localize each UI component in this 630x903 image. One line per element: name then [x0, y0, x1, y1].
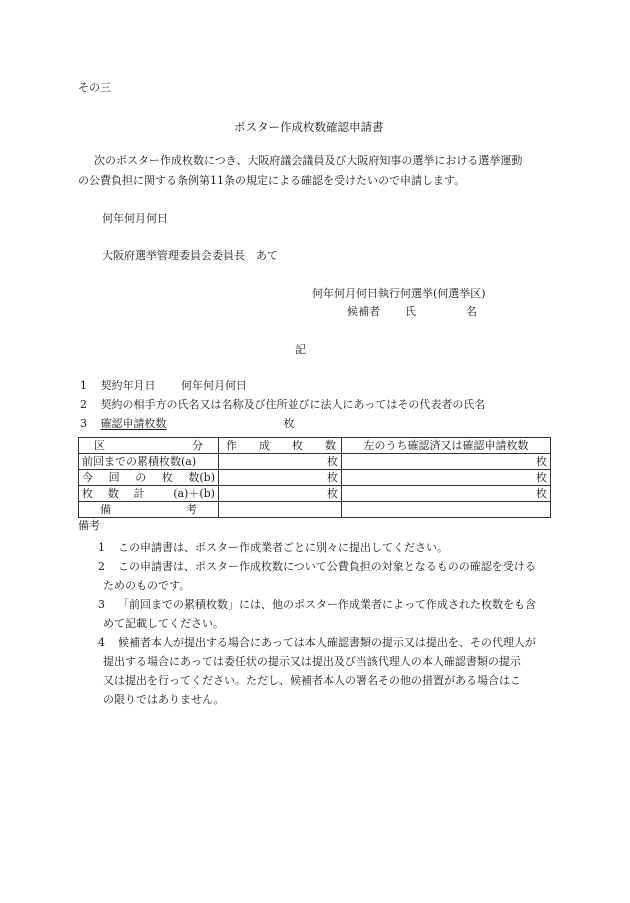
remark-note-1: 1 この申請書は、ポスター作成業者ごとに別々に提出してください。 — [98, 541, 448, 554]
unit-label: 枚 — [283, 417, 295, 430]
row-label-previous: 前回までの累積枚数(a) — [79, 454, 219, 470]
remarks-heading: 備考 — [78, 519, 100, 532]
cell-remarks-produced[interactable] — [219, 502, 342, 518]
table-row — [79, 454, 551, 470]
election-name: 何年何月何日執行何選挙(何選挙区) — [312, 287, 486, 300]
document-title: ポスター作成枚数確認申請書 — [234, 120, 384, 134]
intro-line-1: 次のポスター作成枚数につき、大阪府議会議員及び大阪府知事の選挙における選挙運動 — [94, 154, 523, 167]
candidate-name-char-1: 氏 — [405, 305, 416, 318]
item-num: 3 — [80, 417, 87, 430]
cell-confirmed-total[interactable]: 枚 — [342, 486, 551, 502]
item-num: 2 — [80, 398, 87, 411]
table-row — [79, 486, 551, 502]
cell-confirmed-current[interactable]: 枚 — [342, 470, 551, 486]
table-row — [79, 470, 551, 486]
remark-note-3: 3 「前回までの累積枚数」には、他のポスター作成業者によって作成された枚数をも含 めて記載してください。 — [98, 598, 536, 630]
application-date: 何年何月何日 — [102, 212, 168, 225]
cell-produced-total[interactable]: 枚 — [219, 486, 342, 502]
header-category: 区 分 — [79, 438, 219, 454]
row-label-remarks: 備 考 — [79, 502, 219, 518]
confirmation-count-field[interactable] — [101, 417, 295, 431]
table-row — [79, 502, 551, 518]
cell-confirmed-previous[interactable]: 枚 — [342, 454, 551, 470]
ki-heading: 記 — [295, 343, 306, 356]
table-header-row — [79, 438, 551, 454]
item-2 — [80, 398, 485, 412]
item-num: 1 — [80, 379, 87, 392]
addressee: 大阪府選挙管理委員会委員長 あて — [102, 249, 278, 262]
cell-remarks-confirmed[interactable] — [342, 502, 551, 518]
item-3 — [80, 417, 295, 431]
form-number: その三 — [78, 81, 111, 94]
cell-produced-previous[interactable]: 枚 — [219, 454, 342, 470]
remark-note-2: 2 この申請書は、ポスター作成枚数について公費負担の対象となるものの確認を受ける ためのものです。 — [98, 560, 536, 592]
contract-date-value: 何年何月何日 — [181, 379, 247, 392]
candidate-label: 候補者 — [347, 305, 380, 318]
item-label: 確認申請枚数 — [100, 417, 167, 430]
poster-count-table — [78, 437, 551, 518]
remark-note-4: 4 候補者本人が提出する場合にあっては本人確認書類の提示又は提出を、その代理人が 提出する場合にあっては委任状の提示又は提出及び当該代理人の本人確認書類の提示 又は提出を行ってください。ただし、候補者本人の署名その他の措置がある場合はこ の限りではありません。 — [98, 636, 536, 706]
row-label-total: 枚 数 計 (a)＋(b) — [79, 486, 219, 502]
header-confirmed-count: 左のうち確認済又は確認申請枚数 — [342, 438, 551, 454]
header-produced-count: 作 成 枚 数 — [219, 438, 342, 454]
item-1 — [80, 379, 247, 393]
candidate-name-char-2: 名 — [466, 305, 477, 318]
row-label-current: 今 回 の 枚 数(b) — [79, 470, 219, 486]
cell-produced-current[interactable]: 枚 — [219, 470, 342, 486]
item-label: 契約の相手方の氏名又は名称及び住所並びに法人にあってはその代表者の氏名 — [100, 398, 486, 411]
intro-line-2: の公費負担に関する条例第11条の規定による確認を受けたいので申請します。 — [78, 174, 466, 187]
item-label: 契約年月日 — [100, 379, 156, 392]
